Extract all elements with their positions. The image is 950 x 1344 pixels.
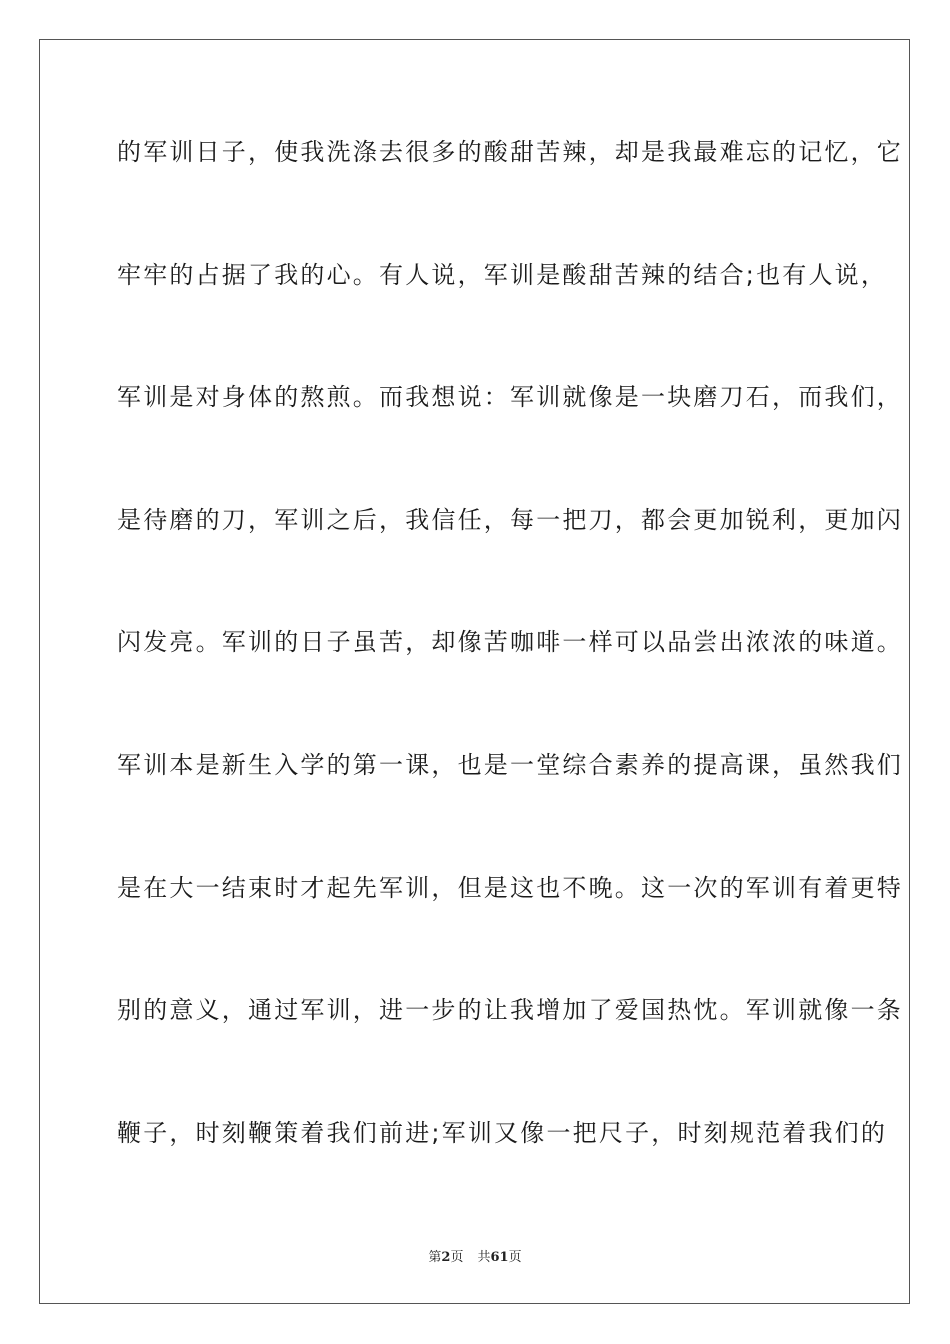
text-line: 鞭子，时刻鞭策着我们前进;军训又像一把尺子，时刻规范着我们的 (117, 1118, 888, 1147)
page-prefix: 第 (428, 1250, 442, 1265)
page-footer (0, 1246, 950, 1265)
text-line: 是在大一结束时才起先军训，但是这也不晚。这一次的军训有着更特 (117, 873, 903, 902)
total-prefix: 共 (477, 1250, 491, 1265)
total-suffix: 页 (508, 1250, 522, 1265)
text-line: 军训本是新生入学的第一课，也是一堂综合素养的提高课，虽然我们 (117, 750, 903, 779)
page-suffix: 页 (450, 1250, 464, 1265)
total-page-count: 61 (490, 1250, 509, 1265)
text-line: 军训是对身体的熬煎。而我想说：军训就像是一块磨刀石，而我们， (117, 383, 903, 412)
text-line: 别的意义，通过军训，进一步的让我增加了爱国热忱。军训就像一条 (117, 996, 903, 1025)
text-line: 牢牢的占据了我的心。有人说，军训是酸甜苦辣的结合;也有人说， (117, 260, 888, 289)
body-text (117, 128, 903, 1231)
text-line: 是待磨的刀，军训之后，我信任，每一把刀，都会更加锐利，更加闪 (117, 505, 903, 534)
text-line: 的军训日子，使我洗涤去很多的酸甜苦辣，却是我最难忘的记忆，它 (117, 138, 903, 166)
text-line: 闪发亮。军训的日子虽苦，却像苦咖啡一样可以品尝出浓浓的味道。 (117, 628, 903, 657)
current-page-number: 2 (441, 1250, 451, 1265)
